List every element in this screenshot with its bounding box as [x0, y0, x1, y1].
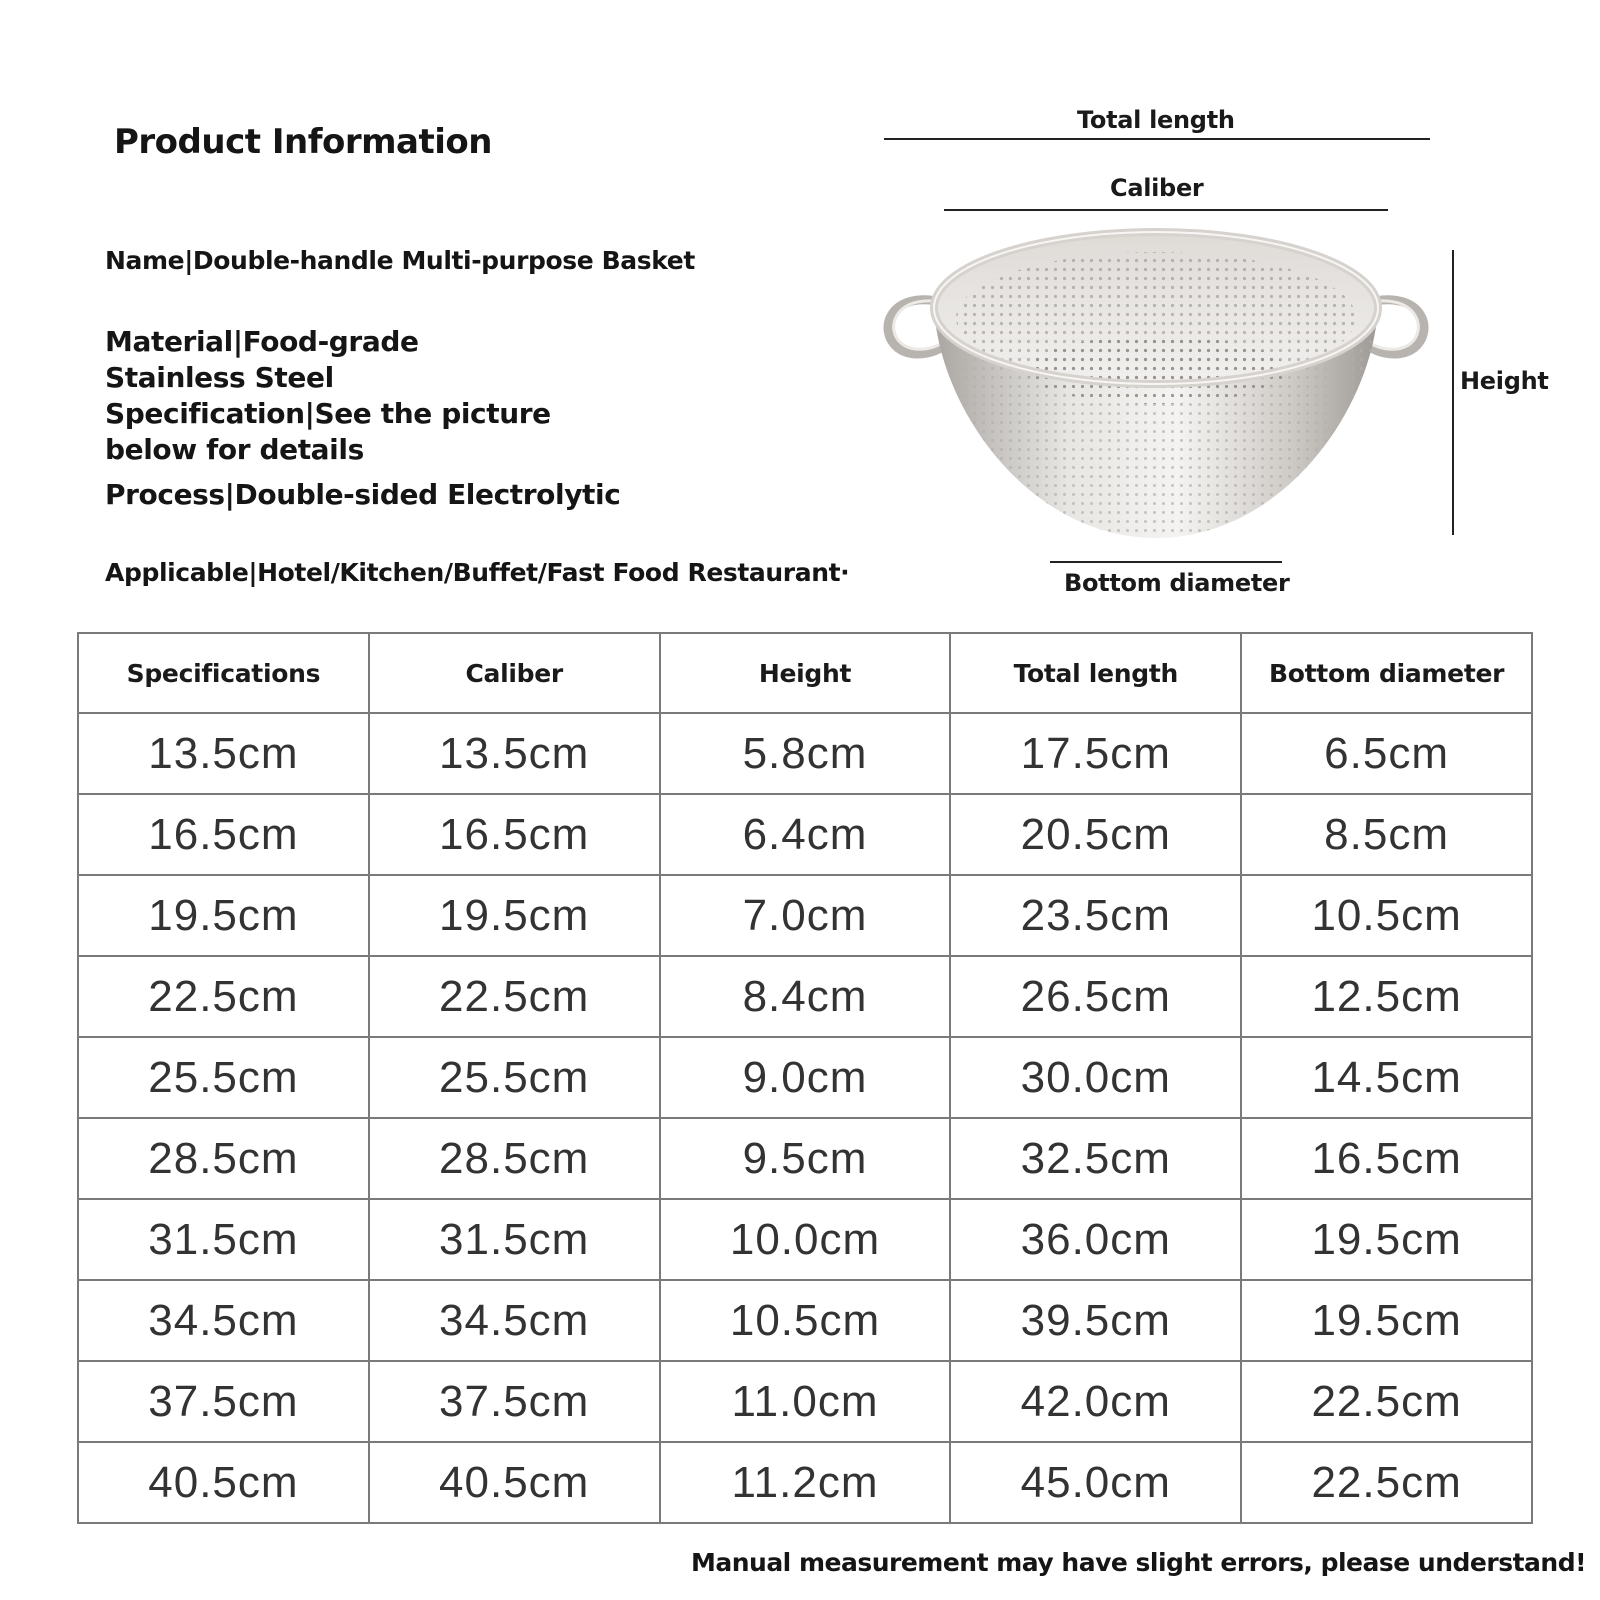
cell-specification: 40.5cm — [78, 1442, 369, 1523]
cell-height: 9.0cm — [660, 1037, 951, 1118]
table-row — [78, 1037, 1532, 1118]
table-row — [78, 875, 1532, 956]
cell-bottom-diameter: 22.5cm — [1241, 1442, 1532, 1523]
info-process: Process|Double-sided Electrolytic — [105, 478, 621, 511]
table-header-row — [78, 633, 1532, 713]
table-row — [78, 713, 1532, 794]
header-specifications: Specifications — [78, 633, 369, 713]
table-row — [78, 1361, 1532, 1442]
cell-total-length: 32.5cm — [950, 1118, 1241, 1199]
header-bottom-diameter: Bottom diameter — [1241, 633, 1532, 713]
cell-height: 6.4cm — [660, 794, 951, 875]
page-title: Product Information — [114, 122, 492, 162]
dimension-diagram — [880, 100, 1580, 620]
cell-total-length: 36.0cm — [950, 1199, 1241, 1280]
cell-bottom-diameter: 12.5cm — [1241, 956, 1532, 1037]
measurement-footnote: Manual measurement may have slight errors, please understand! — [690, 1548, 1586, 1577]
cell-bottom-diameter: 6.5cm — [1241, 713, 1532, 794]
cell-caliber: 25.5cm — [369, 1037, 660, 1118]
info-material: Material|Food-grade Stainless Steel Specification|See the picture below for details — [105, 325, 551, 466]
table-row — [78, 1118, 1532, 1199]
cell-bottom-diameter: 19.5cm — [1241, 1280, 1532, 1361]
caliber-label: Caliber — [1110, 174, 1204, 202]
cell-caliber: 19.5cm — [369, 875, 660, 956]
cell-specification: 28.5cm — [78, 1118, 369, 1199]
total-length-label: Total length — [1077, 106, 1235, 134]
bottom-diameter-line — [1050, 561, 1282, 563]
cell-total-length: 42.0cm — [950, 1361, 1241, 1442]
cell-height: 9.5cm — [660, 1118, 951, 1199]
cell-caliber: 37.5cm — [369, 1361, 660, 1442]
cell-caliber: 31.5cm — [369, 1199, 660, 1280]
cell-specification: 37.5cm — [78, 1361, 369, 1442]
table-row — [78, 1442, 1532, 1523]
cell-specification: 13.5cm — [78, 713, 369, 794]
cell-height: 11.0cm — [660, 1361, 951, 1442]
colander-icon — [880, 220, 1440, 550]
cell-bottom-diameter: 14.5cm — [1241, 1037, 1532, 1118]
cell-total-length: 26.5cm — [950, 956, 1241, 1037]
table-row — [78, 956, 1532, 1037]
cell-caliber: 40.5cm — [369, 1442, 660, 1523]
header-caliber: Caliber — [369, 633, 660, 713]
cell-specification: 25.5cm — [78, 1037, 369, 1118]
cell-caliber: 34.5cm — [369, 1280, 660, 1361]
bottom-diameter-label: Bottom diameter — [1064, 569, 1290, 597]
table-row — [78, 1280, 1532, 1361]
info-name: Name|Double-handle Multi-purpose Basket — [105, 246, 695, 275]
header-total-length: Total length — [950, 633, 1241, 713]
cell-total-length: 45.0cm — [950, 1442, 1241, 1523]
table-row — [78, 794, 1532, 875]
table-row — [78, 1199, 1532, 1280]
cell-caliber: 16.5cm — [369, 794, 660, 875]
height-label: Height — [1460, 367, 1549, 395]
cell-total-length: 23.5cm — [950, 875, 1241, 956]
cell-bottom-diameter: 10.5cm — [1241, 875, 1532, 956]
header-height: Height — [660, 633, 951, 713]
cell-height: 8.4cm — [660, 956, 951, 1037]
height-line — [1452, 250, 1454, 535]
cell-height: 5.8cm — [660, 713, 951, 794]
cell-caliber: 13.5cm — [369, 713, 660, 794]
cell-height: 10.5cm — [660, 1280, 951, 1361]
cell-total-length: 20.5cm — [950, 794, 1241, 875]
cell-specification: 19.5cm — [78, 875, 369, 956]
cell-specification: 16.5cm — [78, 794, 369, 875]
cell-bottom-diameter: 19.5cm — [1241, 1199, 1532, 1280]
caliber-line — [944, 209, 1388, 211]
cell-bottom-diameter: 16.5cm — [1241, 1118, 1532, 1199]
cell-specification: 31.5cm — [78, 1199, 369, 1280]
cell-total-length: 39.5cm — [950, 1280, 1241, 1361]
cell-caliber: 22.5cm — [369, 956, 660, 1037]
info-applicable: Applicable|Hotel/Kitchen/Buffet/Fast Food Restaurant· — [105, 558, 850, 587]
cell-bottom-diameter: 8.5cm — [1241, 794, 1532, 875]
spec-table — [77, 632, 1533, 1524]
cell-total-length: 17.5cm — [950, 713, 1241, 794]
cell-total-length: 30.0cm — [950, 1037, 1241, 1118]
cell-specification: 34.5cm — [78, 1280, 369, 1361]
cell-height: 10.0cm — [660, 1199, 951, 1280]
cell-specification: 22.5cm — [78, 956, 369, 1037]
cell-height: 11.2cm — [660, 1442, 951, 1523]
cell-bottom-diameter: 22.5cm — [1241, 1361, 1532, 1442]
cell-caliber: 28.5cm — [369, 1118, 660, 1199]
total-length-line — [884, 138, 1430, 140]
cell-height: 7.0cm — [660, 875, 951, 956]
